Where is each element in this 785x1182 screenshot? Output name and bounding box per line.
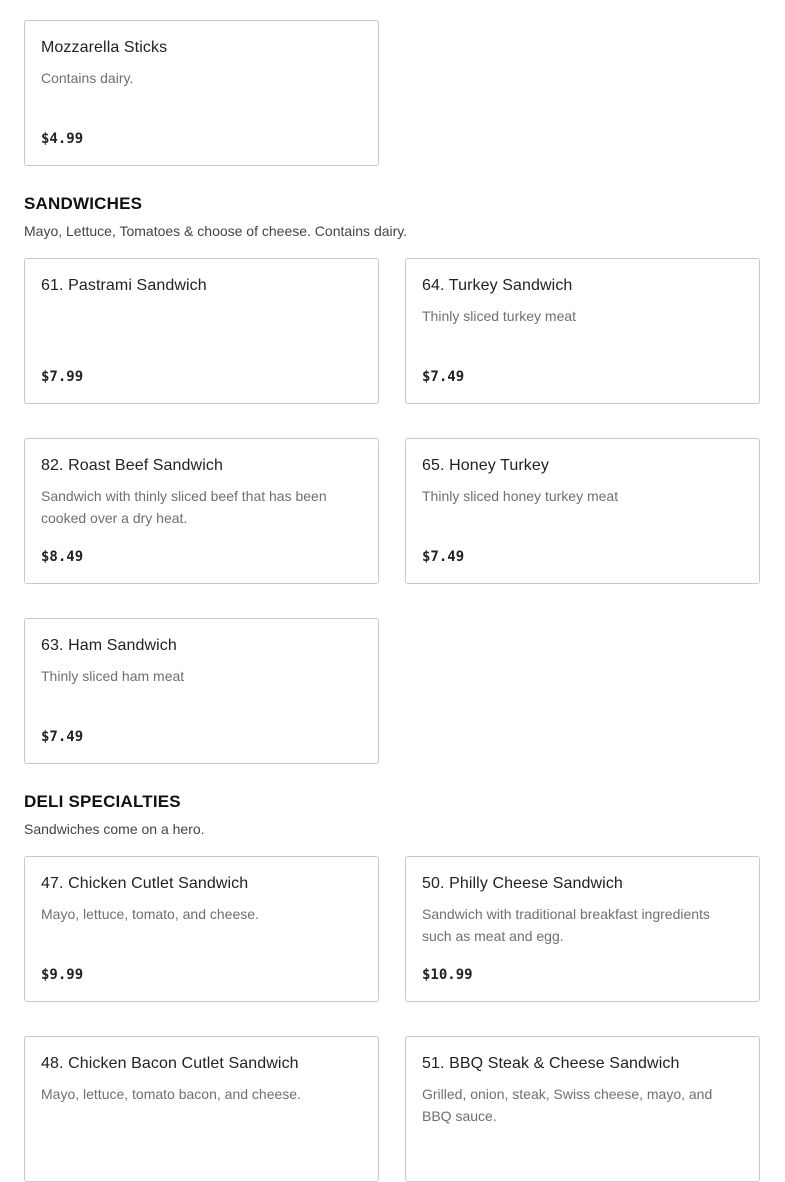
item-price: $7.49 [422,549,465,565]
item-name: 82. Roast Beef Sandwich [41,457,223,474]
menu-item-card[interactable] [24,856,379,1002]
item-description: Thinly sliced ham meat [41,668,185,684]
item-price: $4.99 [41,131,84,147]
item-name: 48. Chicken Bacon Cutlet Sandwich [41,1055,299,1072]
menu-item-card[interactable] [24,258,379,404]
section-description-deli-specialties: Sandwiches come on a hero. [24,821,205,837]
item-name: 50. Philly Cheese Sandwich [422,875,623,892]
menu-item-card[interactable] [24,20,379,166]
item-name: Mozzarella Sticks [41,39,168,56]
menu-item-card[interactable] [24,438,379,584]
menu-item-card[interactable] [405,1036,760,1182]
item-description: Sandwich with thinly sliced beef that has been cooked over a dry heat. [41,488,327,526]
item-price: $7.49 [422,369,465,385]
menu-item-card[interactable] [405,438,760,584]
item-price: $8.49 [41,549,84,565]
item-price: $9.99 [41,967,84,983]
item-price: $10.99 [422,967,473,983]
item-name: 51. BBQ Steak & Cheese Sandwich [422,1055,680,1072]
item-name: 61. Pastrami Sandwich [41,277,207,294]
menu-item-card[interactable] [24,618,379,764]
item-description: Mayo, lettuce, tomato bacon, and cheese. [41,1086,301,1102]
item-description: Contains dairy. [41,70,134,86]
section-description-sandwiches: Mayo, Lettuce, Tomatoes & choose of cheese. Contains dairy. [24,223,408,239]
menu-item-card[interactable] [24,1036,379,1182]
item-price: $7.49 [41,729,84,745]
section-title-sandwiches: SANDWICHES [24,194,143,213]
item-description: Sandwich with traditional breakfast ingredients such as meat and egg. [422,906,710,944]
item-name: 63. Ham Sandwich [41,637,177,654]
item-description: Mayo, lettuce, tomato, and cheese. [41,906,259,922]
item-description: Thinly sliced honey turkey meat [422,488,619,504]
menu-item-card[interactable] [405,856,760,1002]
item-description: Thinly sliced turkey meat [422,308,577,324]
section-title-deli-specialties: DELI SPECIALTIES [24,792,181,811]
item-name: 65. Honey Turkey [422,457,549,474]
menu-item-card[interactable] [405,258,760,404]
item-price: $7.99 [41,369,84,385]
item-name: 64. Turkey Sandwich [422,277,573,294]
item-name: 47. Chicken Cutlet Sandwich [41,875,249,892]
item-description: Grilled, onion, steak, Swiss cheese, mayo, and BBQ sauce. [422,1086,713,1124]
